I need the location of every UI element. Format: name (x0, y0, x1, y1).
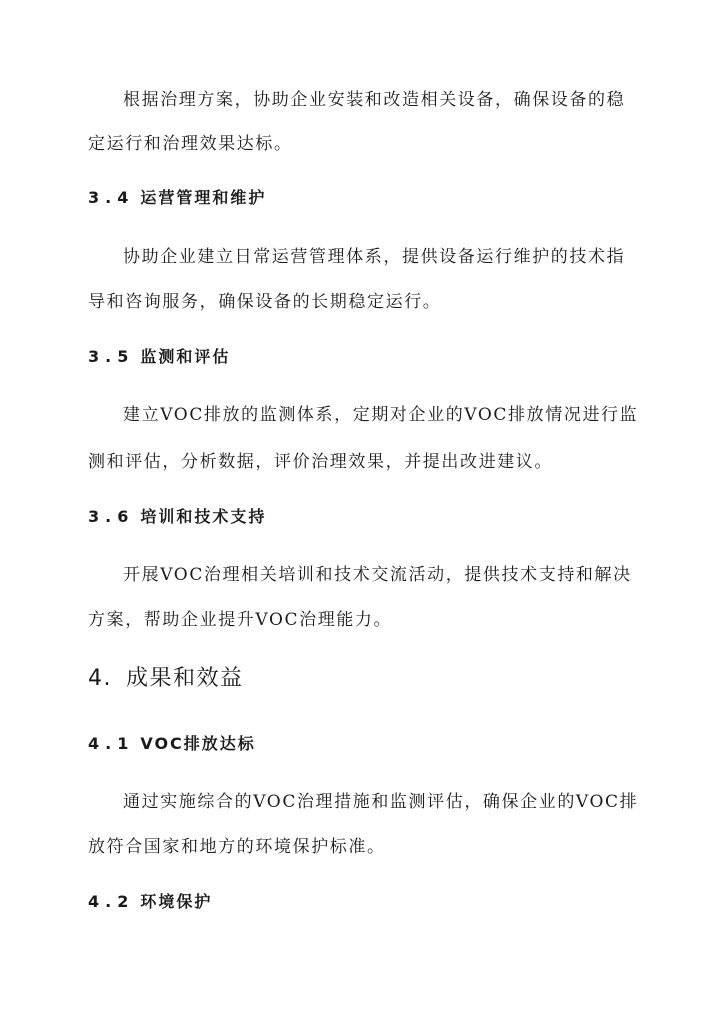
paragraph-line: 通过实施综合的VOC治理措施和监测评估，确保企业的VOC排 (123, 792, 639, 812)
section-title: VOC排放达标 (140, 734, 256, 753)
paragraph-line: 放符合国家和地方的环境保护标准。 (88, 837, 386, 857)
paragraph-line: 方案，帮助企业提升VOC治理能力。 (88, 610, 393, 630)
section-title: 培训和技术支持 (140, 507, 267, 526)
section-number: 3.6 (88, 507, 135, 526)
paragraph-line: 根据治理方案，协助企业安装和改造相关设备，确保设备的稳 (123, 90, 626, 110)
chapter-heading-4 (88, 664, 244, 694)
section-heading-3-4 (88, 186, 266, 210)
section-heading-3-5 (88, 345, 230, 369)
section-heading-3-6 (88, 505, 266, 529)
paragraph-line: 开展VOC治理相关培训和技术交流活动，提供技术支持和解决 (123, 565, 632, 585)
section-title: 监测和评估 (140, 347, 231, 366)
section-number: 3.4 (88, 188, 135, 207)
section-number: 4.1 (88, 734, 135, 753)
section-title: 环境保护 (140, 892, 213, 911)
section-number: 3.5 (88, 347, 135, 366)
paragraph-line: 定运行和治理效果达标。 (88, 134, 293, 154)
chapter-number: 4. (88, 666, 112, 691)
section-number: 4.2 (88, 892, 135, 911)
paragraph-line: 导和咨询服务，确保设备的长期稳定运行。 (88, 292, 442, 312)
paragraph-line: 测和评估，分析数据，评价治理效果，并提出改进建议。 (88, 452, 553, 472)
section-title: 运营管理和维护 (140, 188, 267, 207)
paragraph-line: 协助企业建立日常运营管理体系，提供设备运行维护的技术指 (123, 247, 626, 267)
paragraph-line: 建立VOC排放的监测体系，定期对企业的VOC排放情况进行监 (123, 405, 639, 425)
section-heading-4-2 (88, 890, 212, 914)
chapter-title: 成果和效益 (126, 666, 244, 691)
section-heading-4-1 (88, 732, 256, 756)
